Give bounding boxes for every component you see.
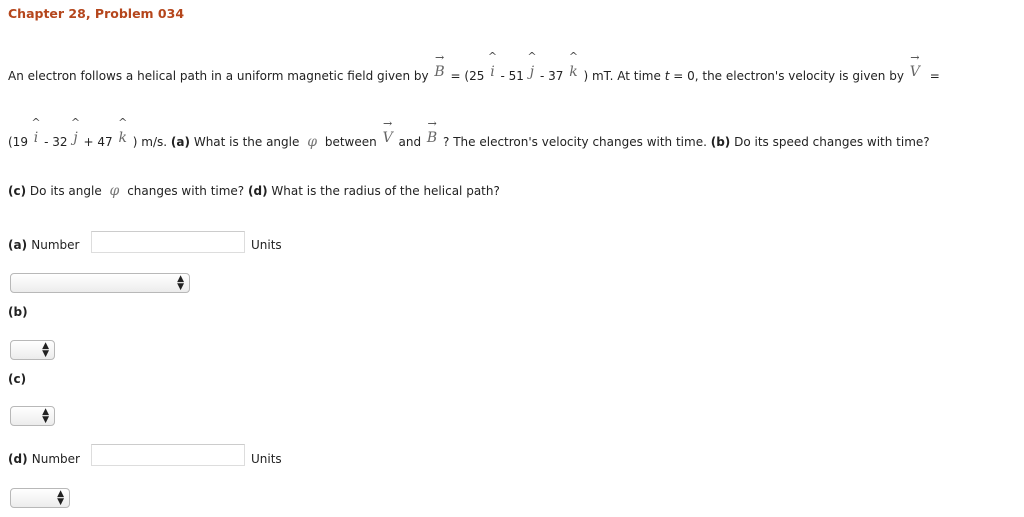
t-symbol: t xyxy=(664,69,670,83)
j-hat-symbol: ^ j xyxy=(527,50,537,80)
vector-arrow-icon: → xyxy=(434,51,445,64)
answer-a-label: (a) Number xyxy=(8,238,80,252)
select-arrows-icon: ▲ ▼ xyxy=(177,274,184,292)
part-c-label: (c) xyxy=(8,184,27,198)
answer-a-units-select[interactable] xyxy=(10,273,190,293)
page-title: Chapter 28, Problem 034 xyxy=(8,6,185,21)
i-hat-symbol: ^ i xyxy=(31,116,41,146)
answer-d-number-input[interactable] xyxy=(91,444,245,466)
hat-icon: ^ xyxy=(31,116,41,129)
answer-b-select[interactable] xyxy=(10,340,55,360)
answer-c-label: (c) xyxy=(8,372,27,386)
hat-icon: ^ xyxy=(70,116,81,129)
k-hat-symbol: ^ k xyxy=(568,50,579,80)
answer-d-label: (d) Number xyxy=(8,452,80,466)
answer-b-label: (b) xyxy=(8,305,28,319)
vector-arrow-icon: → xyxy=(910,51,920,64)
hat-icon: ^ xyxy=(568,50,579,63)
b-vector-symbol: → B xyxy=(434,51,445,80)
part-a-label: (a) xyxy=(170,135,190,149)
vector-arrow-icon: → xyxy=(383,117,393,130)
v-vector-symbol: → V xyxy=(909,51,920,80)
select-arrows-icon: ▲ ▼ xyxy=(42,341,49,359)
problem-line-3: (c) Do its angle φ changes with time? (d) What is the radius of the helical path? xyxy=(8,183,500,199)
hat-icon: ^ xyxy=(527,50,537,63)
answer-d-units-label: Units xyxy=(251,452,282,466)
answer-d-units-select[interactable] xyxy=(10,488,70,508)
j-hat-symbol: ^ j xyxy=(70,116,81,146)
problem-line-1: An electron follows a helical path in a uniform magnetic field given by → B = (25 ^ i - 51 ^ j - 37 ^ k ) mT. At time t = 0, the electron's velocity is given by → V = xyxy=(8,50,940,83)
k-hat-symbol: ^ k xyxy=(118,116,128,146)
part-b-label: (b) xyxy=(710,135,731,149)
hat-icon: ^ xyxy=(118,116,128,129)
v-vector-symbol: → V xyxy=(382,117,393,146)
problem-line-2: (19 ^ i - 32 ^ j + 47 ^ k ) m/s. (a) What is the angle φ between → V and → B ? The electron's velocity changes with time. (b) Do its speed changes with time? xyxy=(8,116,930,150)
phi-symbol: φ xyxy=(307,134,318,150)
b-vector-symbol: → B xyxy=(426,117,438,146)
answer-a-number-input[interactable] xyxy=(91,231,245,253)
answer-a-units-label: Units xyxy=(251,238,282,252)
phi-symbol: φ xyxy=(109,183,120,199)
select-arrows-icon: ▲ ▼ xyxy=(42,407,49,425)
vector-arrow-icon: → xyxy=(427,117,437,130)
hat-icon: ^ xyxy=(487,50,498,63)
part-d-label: (d) xyxy=(248,184,268,198)
answer-c-select[interactable] xyxy=(10,406,55,426)
select-arrows-icon: ▲ ▼ xyxy=(57,489,64,507)
i-hat-symbol: ^ i xyxy=(487,50,498,80)
